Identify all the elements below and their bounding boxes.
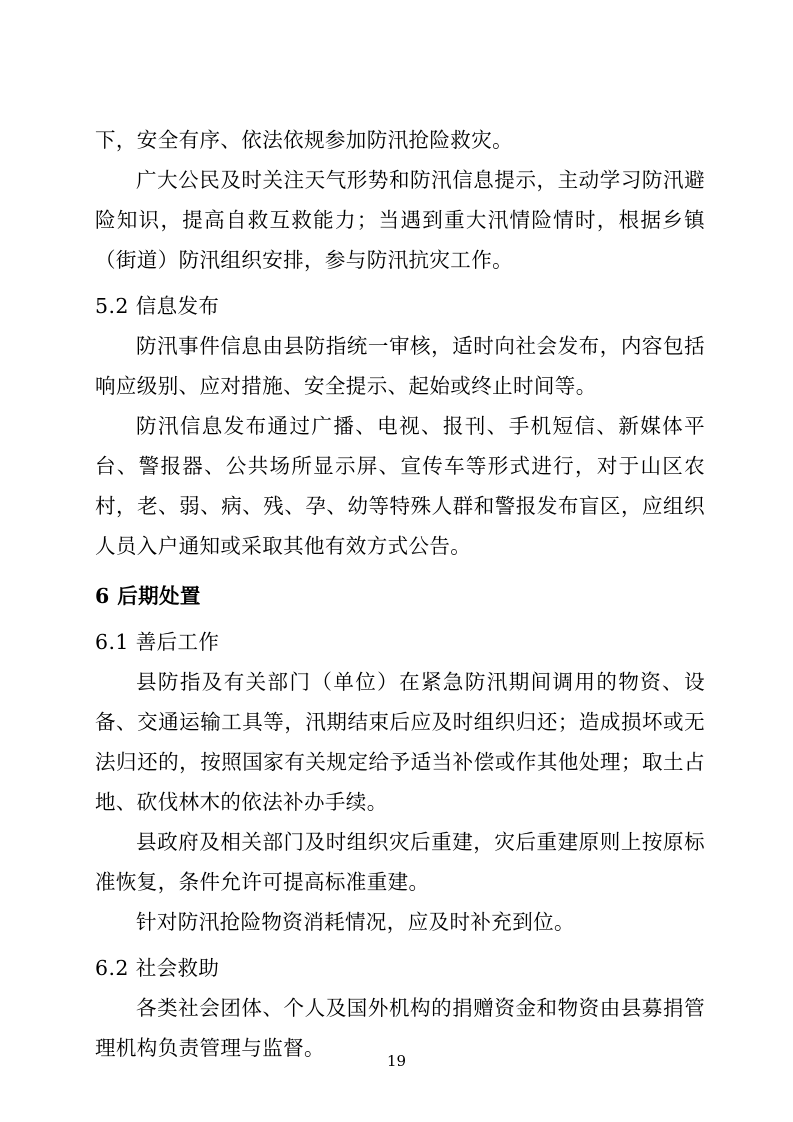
- subheading-6-1: 6.1 善后工作: [95, 630, 220, 654]
- paragraph-equipment-return: 县防指及有关部门（单位）在紧急防汛期间调用的物资、设备、交通运输工具等，汛期结束后应及时组织归还；造成损坏或无法归还的，按照国家有关规定给予适当补偿或作其他处理；取土占地、砍伐林木的依法补办手续。: [95, 670, 705, 814]
- spacer: [95, 566, 705, 576]
- subheading-5-2: 5.2 信息发布: [95, 294, 220, 318]
- paragraph-info-channels: 防汛信息发布通过广播、电视、报刊、手机短信、新媒体平台、警报器、公共场所显示屏、宣传车等形式进行，对于山区农村，老、弱、病、残、孕、幼等特殊人群和警报发布盲区，应组织人员入户通知或采取其他有效方式公告。: [95, 414, 705, 558]
- page-number: 19: [386, 1052, 407, 1070]
- paragraph-continued: 下，安全有序、依法依规参加防汛抢险救灾。: [95, 128, 513, 152]
- paragraph-supplies-replenish: 针对防汛抢险物资消耗情况，应及时补充到位。: [136, 910, 575, 934]
- paragraph-donations: 各类社会团体、个人及国外机构的捐赠资金和物资由县募捐管理机构负责管理与监督。: [95, 996, 705, 1060]
- heading-section-6: 6 后期处置: [95, 584, 201, 608]
- document-body: [95, 120, 705, 1068]
- paragraph-info-review: 防汛事件信息由县防指统一审核，适时向社会发布，内容包括响应级别、应对措施、安全提示、起始或终止时间等。: [95, 334, 705, 398]
- paragraph-public-awareness: 广大公民及时关注天气形势和防汛信息提示，主动学习防汛避险知识，提高自救互救能力；当遇到重大汛情险情时，根据乡镇（街道）防汛组织安排，参与防汛抗灾工作。: [95, 168, 705, 272]
- subheading-6-2: 6.2 社会救助: [95, 956, 220, 980]
- paragraph-reconstruction: 县政府及相关部门及时组织灾后重建，灾后重建原则上按原标准恢复，条件允许可提高标准重建。: [95, 830, 705, 894]
